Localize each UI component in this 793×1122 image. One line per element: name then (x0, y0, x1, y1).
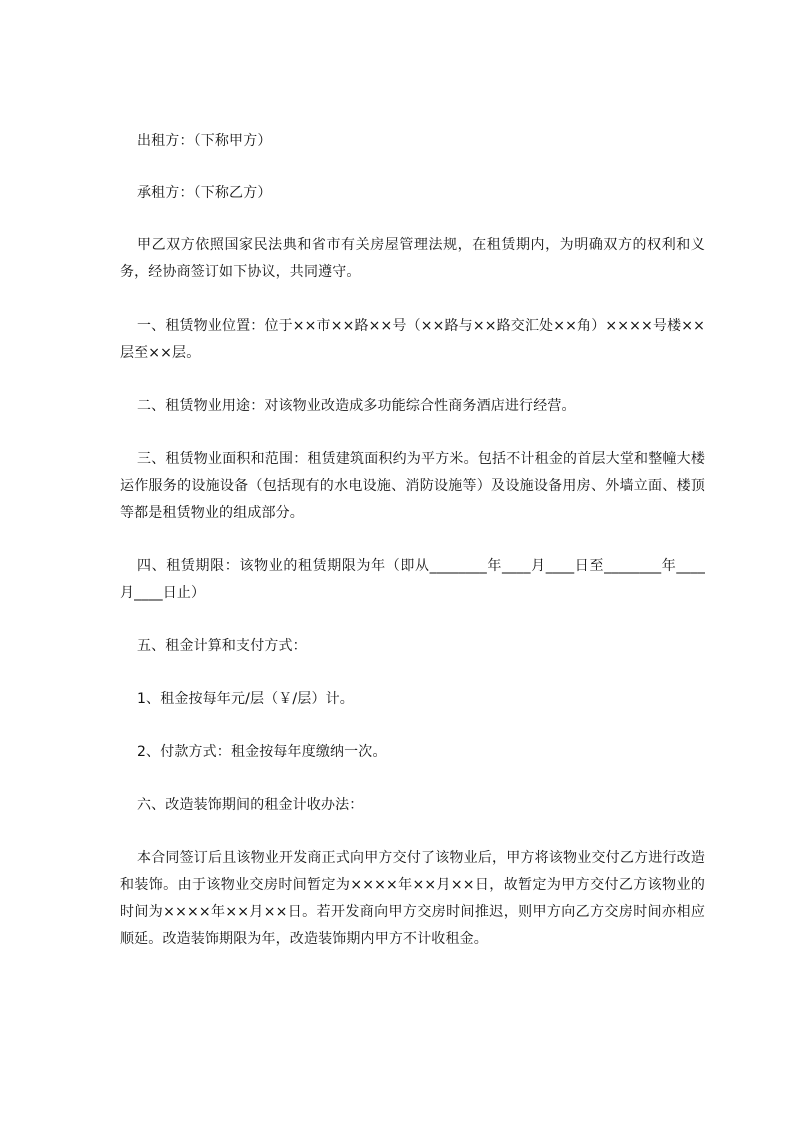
clause-1-location: 一、租赁物业位置：位于××市××路××号（××路与××路交汇处××角）××××号楼××层至××层。 (120, 318, 705, 361)
clause-2-use: 二、租赁物业用途：对该物业改造成多功能综合性商务酒店进行经营。 (137, 398, 576, 414)
agreement-intro: 甲乙双方依照国家民法典和省市有关房屋管理法规，在租赁期内，为明确双方的权利和义务，经协商签订如下协议，共同遵守。 (120, 237, 705, 280)
lessor-line: 出租方：（下称甲方） (137, 133, 272, 149)
clause-3-area: 三、租赁物业面积和范围：租赁建筑面积约为平方米。包括不计租金的首层大堂和整幢大楼运作服务的设施设备（包括现有的水电设施、消防设施等）及设施设备用房、外墙立面、楼顶等都是租赁物业的组成部分。 (120, 451, 705, 521)
clause-6-renovation: 六、改造装饰期间的租金计收办法： (137, 797, 364, 813)
clause-4-term: 四、租赁期限：该物业的租赁期限为年（即从________年____月____日至________年____月____日止） (120, 558, 705, 601)
renovation-paragraph: 本合同签订后且该物业开发商正式向甲方交付了该物业后，甲方将该物业交付乙方进行改造和装饰。由于该物业交房时间暂定为××××年××月××日，故暂定为甲方交付乙方该物业的时间为××××年××月××日。若开发商向甲方交房时间推迟，则甲方向乙方交房时间亦相应顺延。改造装饰期限为年，改造装饰期内甲方不计收租金。 (120, 850, 705, 947)
contract-body (120, 128, 705, 953)
clause-5-payment: 五、租金计算和支付方式： (137, 638, 307, 654)
lessee-line: 承租方：（下称乙方） (137, 185, 272, 201)
payment-item-2: 2、付款方式：租金按每年度缴纳一次。 (137, 744, 387, 760)
payment-item-1: 1、租金按每年元/层（￥/层）计。 (137, 691, 354, 707)
